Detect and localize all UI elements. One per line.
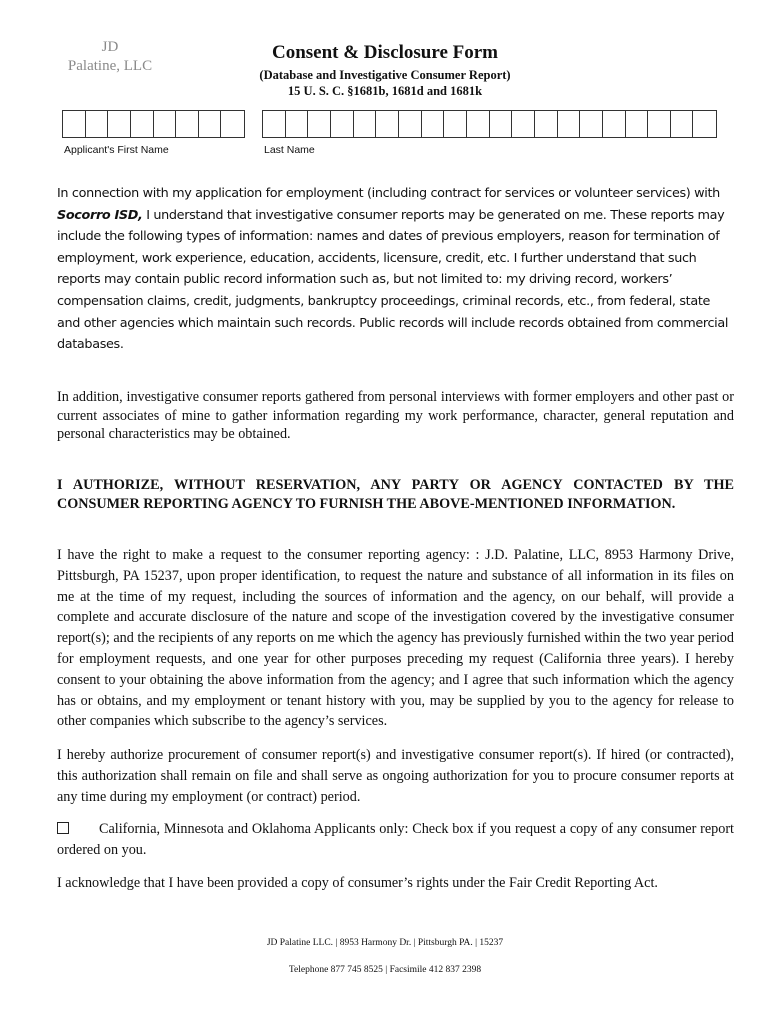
first-name-char-box[interactable] bbox=[199, 111, 222, 137]
last-name-label: Last Name bbox=[264, 144, 315, 156]
first-name-char-box[interactable] bbox=[221, 111, 244, 137]
copy-request-text: California, Minnesota and Oklahoma Applicants only: Check box if you request a copy of any consumer report ordered on you. bbox=[57, 821, 734, 858]
last-name-char-box[interactable] bbox=[626, 111, 649, 137]
last-name-char-box[interactable] bbox=[467, 111, 490, 137]
last-name-char-box[interactable] bbox=[263, 111, 286, 137]
last-name-char-box[interactable] bbox=[422, 111, 445, 137]
first-name-char-box[interactable] bbox=[63, 111, 86, 137]
logo-line-1: JD bbox=[101, 39, 119, 55]
footer-contact: Telephone 877 745 8525 | Facsimile 412 837 2398 bbox=[288, 965, 482, 975]
first-name-char-box[interactable] bbox=[86, 111, 109, 137]
last-name-char-box[interactable] bbox=[490, 111, 513, 137]
first-name-boxes[interactable] bbox=[62, 110, 245, 138]
last-name-char-box[interactable] bbox=[535, 111, 558, 137]
employer-name: Socorro ISD, bbox=[57, 207, 143, 223]
last-name-char-box[interactable] bbox=[286, 111, 309, 137]
last-name-char-box[interactable] bbox=[331, 111, 354, 137]
acknowledgement-paragraph: I acknowledge that I have been provided a copy of consumer’s rights under the Fair Credit Reporting Act. bbox=[57, 875, 658, 891]
last-name-char-box[interactable] bbox=[308, 111, 331, 137]
authorization-statement: I AUTHORIZE, WITHOUT RESERVATION, ANY PARTY OR AGENCY CONTACTED BY THE CONSUMER REPORTING AGENCY TO FURNISH THE ABOVE-MENTIONED INFORMATION. bbox=[57, 477, 734, 512]
form-subtitle: (Database and Investigative Consumer Report) bbox=[259, 68, 511, 82]
disclosure-text-start: In connection with my application for employment (including contract for services or volunteer services) with bbox=[57, 186, 720, 201]
last-name-char-box[interactable] bbox=[558, 111, 581, 137]
footer-address: JD Palatine LLC. | 8953 Harmony Dr. | Pittsburgh PA. | 15237 bbox=[266, 938, 504, 948]
last-name-char-box[interactable] bbox=[693, 111, 716, 137]
last-name-char-box[interactable] bbox=[580, 111, 603, 137]
last-name-char-box[interactable] bbox=[376, 111, 399, 137]
last-name-char-box[interactable] bbox=[603, 111, 626, 137]
first-name-char-box[interactable] bbox=[108, 111, 131, 137]
state-copy-request bbox=[57, 819, 734, 861]
last-name-char-box[interactable] bbox=[354, 111, 377, 137]
last-name-char-box[interactable] bbox=[444, 111, 467, 137]
procurement-paragraph: I hereby authorize procurement of consumer report(s) and investigative consumer report(s). If hired (or contracted), this authorization shall remain on file and shall serve as ongoing authorization for you to procure consumer reports at any time during my employment (or contract) period. bbox=[57, 747, 734, 805]
first-name-label: Applicant's First Name bbox=[64, 144, 169, 156]
last-name-char-box[interactable] bbox=[512, 111, 535, 137]
last-name-char-box[interactable] bbox=[399, 111, 422, 137]
first-name-char-box[interactable] bbox=[131, 111, 154, 137]
copy-request-checkbox[interactable] bbox=[57, 822, 69, 834]
first-name-char-box[interactable] bbox=[154, 111, 177, 137]
statute-reference: 15 U. S. C. §1681b, 1681d and 1681k bbox=[287, 84, 483, 98]
first-name-char-box[interactable] bbox=[176, 111, 199, 137]
rights-paragraph: I have the right to make a request to the consumer reporting agency: : J.D. Palatine, LLC, 8953 Harmony Drive, Pittsburgh, PA 15237, upon proper identification, to request the nature and substance of all information in its files on me at the time of my request, including the sources of information and the agency, on our behalf, will provide a complete and accurate disclosure of the nature and scope of the investigation covered by the investigative consumer report(s); and the recipients of any reports on me which the agency has previously furnished within the two year period for employment requests, and one year for other purposes preceding my request (California three years). I hereby consent to your obtaining the above information from the agency; and I agree that such information which the agency has or obtains, and my employment or tenant history with you, may be supplied by you to the agency for release to other companies which subscribe to the agency’s services. bbox=[57, 547, 734, 730]
interviews-paragraph: In addition, investigative consumer reports gathered from personal interviews with former employers and other past or current associates of mine to gather information regarding my work performance, character, general reputation and personal characteristics may be obtained. bbox=[57, 389, 734, 442]
last-name-boxes[interactable] bbox=[262, 110, 717, 138]
company-logo bbox=[60, 38, 160, 76]
page-title: Consent & Disclosure Form bbox=[271, 42, 499, 63]
disclosure-text-end: I understand that investigative consumer reports may be generated on me. These reports may include the following types of information: names and dates of previous employers, reason for termination of employment, work experience, education, accidents, licensure, credit, etc. I further understand that such reports may contain public record information such as, but not limited to: my driving record, workers’ compensation claims, credit, judgments, bankruptcy proceedings, criminal records, etc., from federal, state and other agencies which maintain such records. Public records will include records obtained from commercial databases. bbox=[57, 207, 729, 353]
logo-line-2: Palatine, LLC bbox=[67, 58, 153, 74]
form-header bbox=[230, 42, 540, 99]
last-name-char-box[interactable] bbox=[671, 111, 694, 137]
last-name-char-box[interactable] bbox=[648, 111, 671, 137]
disclosure-paragraph bbox=[57, 183, 729, 356]
